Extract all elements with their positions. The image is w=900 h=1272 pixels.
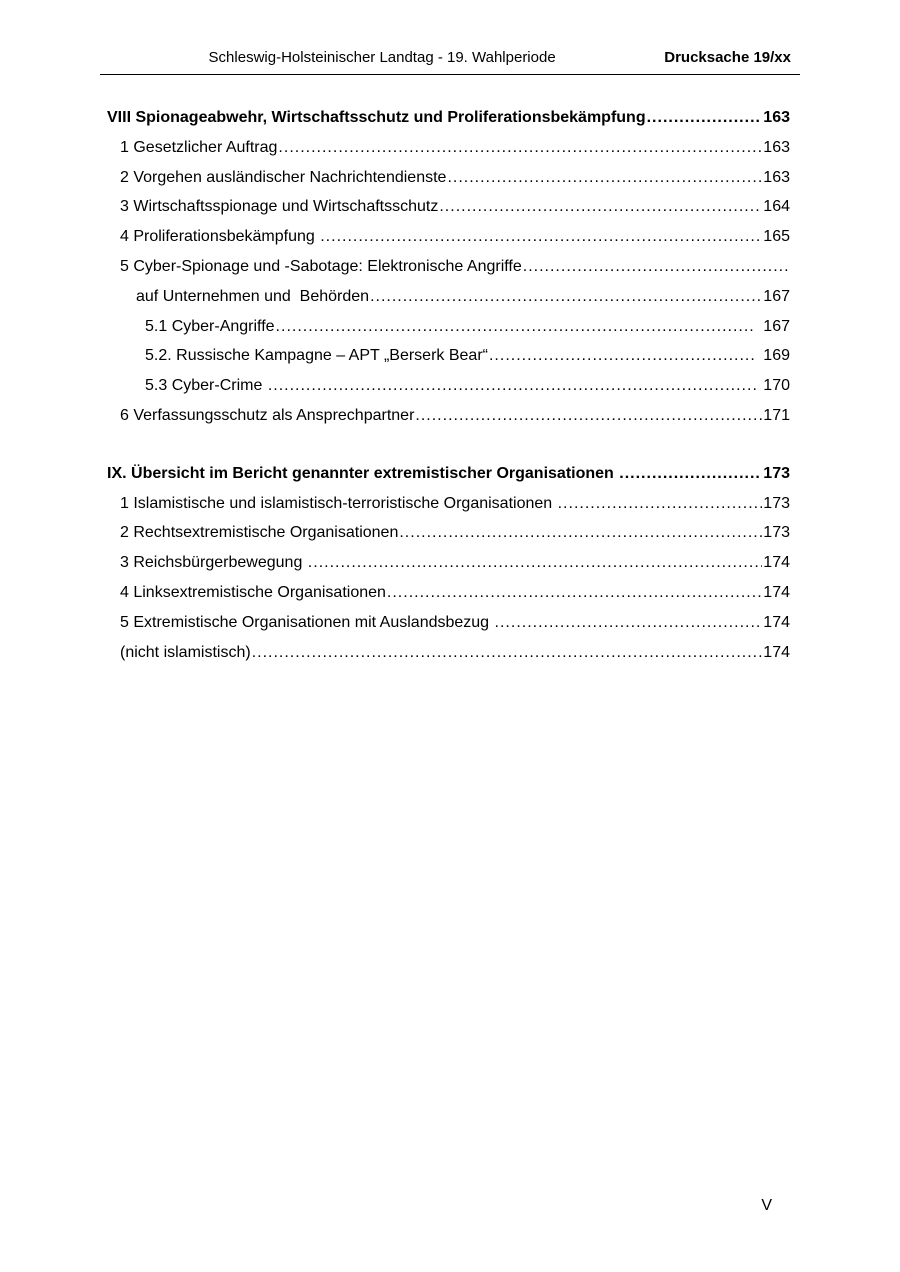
toc-entry-label: 5.2. Russische Kampagne – APT „Berserk Bear“ [145,347,488,365]
toc-entry-label: 5.3 Cyber-Crime [145,377,267,395]
toc-entry-label: VIII Spionageabwehr, Wirtschaftsschutz und Proliferationsbekämpfung [107,109,646,126]
dot-leader [447,163,762,193]
toc-entry-label: 4 Linksextremistische Organisationen [120,583,386,601]
toc-entry [107,638,790,668]
toc-entry-page: 163 [763,138,790,156]
toc-entry-page: 163 [763,168,790,186]
page-number: V [761,1197,772,1214]
dot-leader [252,638,763,668]
toc-entry [107,341,790,371]
dot-leader [489,341,756,371]
toc-entry-label: 2 Vorgehen ausländischer Nachrichtendienste [120,168,447,186]
toc-entry-page: 167 [763,317,790,335]
toc-entry [107,192,790,222]
toc-entry-label: 4 Proliferationsbekämpfung [120,228,320,246]
toc-entry-page: 174 [763,583,790,601]
dot-leader [268,371,756,401]
toc-entry-page: 173 [763,464,790,482]
toc-section-heading [107,103,790,133]
dot-leader [439,192,762,222]
toc-entry-page: 169 [763,347,790,365]
toc-entry [107,401,790,431]
toc-entry [107,163,790,193]
toc-entry [107,282,790,312]
toc-entry [107,133,790,163]
dot-leader [619,459,762,489]
page-header [100,49,800,75]
toc-entry-page: 173 [763,494,790,512]
toc-entry-page: 165 [763,228,790,246]
toc-entry-page: 173 [763,524,790,542]
toc-entry [107,371,790,401]
toc-entry-label: 6 Verfassungsschutz als Ansprechpartner [120,406,415,424]
toc-entry-label: 3 Reichsbürgerbewegung [120,554,307,572]
toc-entry [107,489,790,519]
toc-entry-label: 1 Gesetzlicher Auftrag [120,138,278,156]
toc-entry-page: 171 [763,406,790,424]
dot-leader [370,282,762,312]
dot-leader [647,103,763,133]
toc-entry-label: 1 Islamistische und islamistisch-terroristische Organisationen [120,494,557,512]
toc-entry-label: auf Unternehmen und Behörden [136,287,370,305]
dot-leader [276,312,757,342]
dot-leader [415,401,762,431]
toc-entry [107,222,790,252]
toc-entry-page: 174 [763,613,790,631]
toc-entry-label: (nicht islamistisch) [120,643,251,661]
toc-section [107,103,790,431]
dot-leader [308,548,763,578]
toc-entry-label: 5.1 Cyber-Angriffe [145,317,275,335]
toc-entry [107,252,790,282]
toc-entry [107,608,790,638]
toc-section [107,459,790,668]
dot-leader [320,222,762,252]
dot-leader [558,489,763,519]
header-document-title: Schleswig-Holsteinischer Landtag - 19. Wahlperiode [208,49,556,66]
toc-entry-label: 3 Wirtschaftsspionage und Wirtschaftsschutz [120,198,439,216]
toc-entry-label: 5 Extremistische Organisationen mit Auslandsbezug [120,613,494,631]
toc-entry-page: 174 [763,643,790,661]
dot-leader [495,608,763,638]
toc-section-heading [107,459,790,489]
dot-leader [523,252,789,282]
dot-leader [387,578,762,608]
toc-entry-page: 170 [763,377,790,395]
toc-entry-page: 164 [763,198,790,216]
dot-leader [399,518,762,548]
table-of-contents [107,103,790,667]
toc-entry-label: 2 Rechtsextremistische Organisationen [120,524,399,542]
toc-entry-label: IX. Übersicht im Bericht genannter extremistischer Organisationen [107,464,619,482]
toc-entry [107,578,790,608]
dot-leader [278,133,762,163]
toc-entry [107,548,790,578]
toc-entry-page: 167 [763,287,790,305]
toc-entry-label: 5 Cyber-Spionage und -Sabotage: Elektronische Angriffe [120,257,522,275]
toc-entry [107,312,790,342]
toc-entry-page: 163 [763,109,790,126]
header-drucksache-label: Drucksache 19/xx [664,49,791,66]
toc-entry [107,518,790,548]
toc-entry-page: 174 [763,554,790,572]
